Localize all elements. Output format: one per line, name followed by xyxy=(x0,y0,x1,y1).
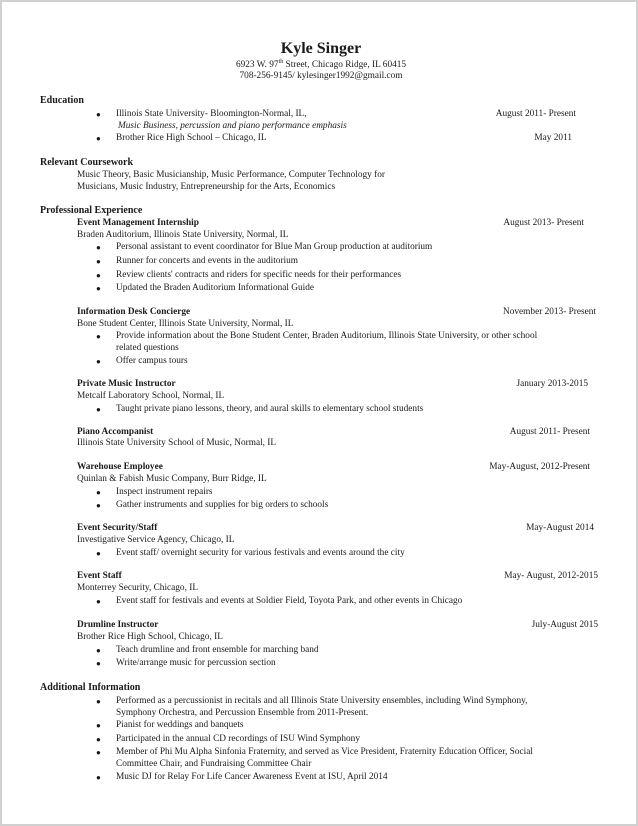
bullet-icon: ● xyxy=(96,773,101,782)
resume-name: Kyle Singer xyxy=(280,40,362,57)
job-date: August 2013- Present xyxy=(503,218,584,228)
bullet-icon: ● xyxy=(96,748,101,757)
job-title: Piano Accompanist xyxy=(77,427,154,437)
job-bullet: Taught private piano lessons, theory, and aural skills to elementary school students xyxy=(116,404,424,414)
address-pre: 6923 W. 97 xyxy=(235,60,279,70)
bullet-icon: ● xyxy=(96,405,101,414)
bullet-icon: ● xyxy=(96,243,101,252)
job-bullet: Provide information about the Bone Student Center, Braden Auditorium, Illinois State University, or other school xyxy=(116,331,538,341)
job-org: Monterrey Security, Chicago, IL xyxy=(77,583,198,593)
education-date: May 2011 xyxy=(534,133,572,143)
job-bullet: Event staff for festivals and events at Soldier Field, Toyota Park, and other events in Chicago xyxy=(116,596,463,606)
bullet-icon: ● xyxy=(96,332,101,341)
education-item: Brother Rice High School – Chicago, IL xyxy=(116,133,267,143)
job-title: Event Security/Staff xyxy=(77,523,158,533)
bullet-icon: ● xyxy=(96,488,101,497)
job-date: November 2013- Present xyxy=(503,307,596,317)
bullet-icon: ● xyxy=(96,721,101,730)
job-date: May-August, 2012-Present xyxy=(489,462,590,472)
job-bullet: Runner for concerts and events in the auditorium xyxy=(116,256,299,266)
job-bullet-continued: related questions xyxy=(116,343,179,353)
job-bullet: Event staff/ overnight security for various festivals and events around the city xyxy=(116,548,405,558)
job-org: Quinlan & Fabish Music Company, Burr Ridge, IL xyxy=(77,474,267,484)
bullet-icon: ● xyxy=(96,134,101,143)
additional-bullet: Participated in the annual CD recordings of ISU Wind Symphony xyxy=(116,734,360,744)
additional-bullet: Member of Phi Mu Alpha Sinfonia Fraternity, and served as Vice President, Fraternity Education Officer, Social xyxy=(116,747,533,757)
coursework-text: Musicians, Music Industry, Entrepreneurship for the Arts, Economics xyxy=(77,182,336,192)
section-heading-education: Education xyxy=(40,95,84,106)
bullet-icon: ● xyxy=(96,271,101,280)
section-heading-additional: Additional Information xyxy=(40,682,141,693)
job-date: May-August 2014 xyxy=(526,523,594,533)
education-date: August 2011- Present xyxy=(495,109,576,119)
address-line xyxy=(2,60,638,71)
bullet-icon: ● xyxy=(96,357,101,366)
job-bullet: Write/arrange music for percussion section xyxy=(116,658,276,668)
bullet-icon: ● xyxy=(96,110,101,119)
bullet-icon: ● xyxy=(96,257,101,266)
job-title: Information Desk Concierge xyxy=(77,307,191,317)
job-org: Brother Rice High School, Chicago, IL xyxy=(77,632,223,642)
bullet-icon: ● xyxy=(96,735,101,744)
additional-bullet: Performed as a percussionist in recitals and all Illinois State University ensembles, including Wind Symphony, xyxy=(116,696,528,706)
bullet-icon: ● xyxy=(96,646,101,655)
job-bullet: Review clients' contracts and riders for specific needs for their performances xyxy=(116,270,402,280)
job-bullet: Inspect instrument repairs xyxy=(116,487,213,497)
job-date: May- August, 2012-2015 xyxy=(504,571,598,581)
address-post: Street, Chicago Ridge, IL 60415 xyxy=(283,60,407,70)
bullet-icon: ● xyxy=(96,697,101,706)
education-item: Illinois State University- Bloomington-Normal, IL, xyxy=(116,109,307,119)
additional-bullet: Music DJ for Relay For Life Cancer Awareness Event at ISU, April 2014 xyxy=(116,772,388,782)
job-title: Drumline Instructor xyxy=(77,620,159,630)
job-org: Investigative Service Agency, Chicago, IL xyxy=(77,535,235,545)
job-bullet: Personal assistant to event coordinator for Blue Man Group production at auditorium xyxy=(116,242,433,252)
additional-bullet: Pianist for weddings and banquets xyxy=(116,720,244,730)
section-heading-experience: Professional Experience xyxy=(40,205,143,216)
job-title: Private Music Instructor xyxy=(77,379,176,389)
additional-bullet-continued: Symphony Orchestra, and Percussion Ensemble from 2011-Present. xyxy=(116,708,369,718)
job-org: Illinois State University School of Music, Normal, IL xyxy=(77,438,277,448)
job-bullet: Offer campus tours xyxy=(116,356,188,366)
job-org: Braden Auditorium, Illinois State University, Normal, IL xyxy=(77,230,289,240)
bullet-icon: ● xyxy=(96,659,101,668)
job-bullet: Teach drumline and front ensemble for marching band xyxy=(116,645,319,655)
job-bullet: Updated the Braden Auditorium Informational Guide xyxy=(116,283,315,293)
additional-bullet-continued: Committee Chair, and Fundraising Committee Chair xyxy=(116,759,312,769)
address-sup: th xyxy=(278,59,284,65)
job-title: Event Staff xyxy=(77,571,122,581)
bullet-icon: ● xyxy=(96,284,101,293)
job-title: Warehouse Employee xyxy=(77,462,163,472)
job-title: Event Management Internship xyxy=(77,218,199,228)
education-subtext: Music Business, percussion and piano performance emphasis xyxy=(118,121,347,131)
job-date: January 2013-2015 xyxy=(516,379,588,389)
bullet-icon: ● xyxy=(96,549,101,558)
bullet-icon: ● xyxy=(96,501,101,510)
job-bullet: Gather instruments and supplies for big orders to schools xyxy=(116,500,329,510)
job-org: Metcalf Laboratory School, Normal, IL xyxy=(77,391,225,401)
job-date: August 2011- Present xyxy=(509,427,590,437)
job-date: July-August 2015 xyxy=(531,620,598,630)
section-heading-coursework: Relevant Coursework xyxy=(40,157,134,168)
coursework-text: Music Theory, Basic Musicianship, Music Performance, Computer Technology for xyxy=(77,170,385,180)
bullet-icon: ● xyxy=(96,597,101,606)
job-org: Bone Student Center, Illinois State University, Normal, IL xyxy=(77,319,294,329)
contact-line: 708-256-9145/ kylesinger1992@gmail.com xyxy=(239,71,403,81)
